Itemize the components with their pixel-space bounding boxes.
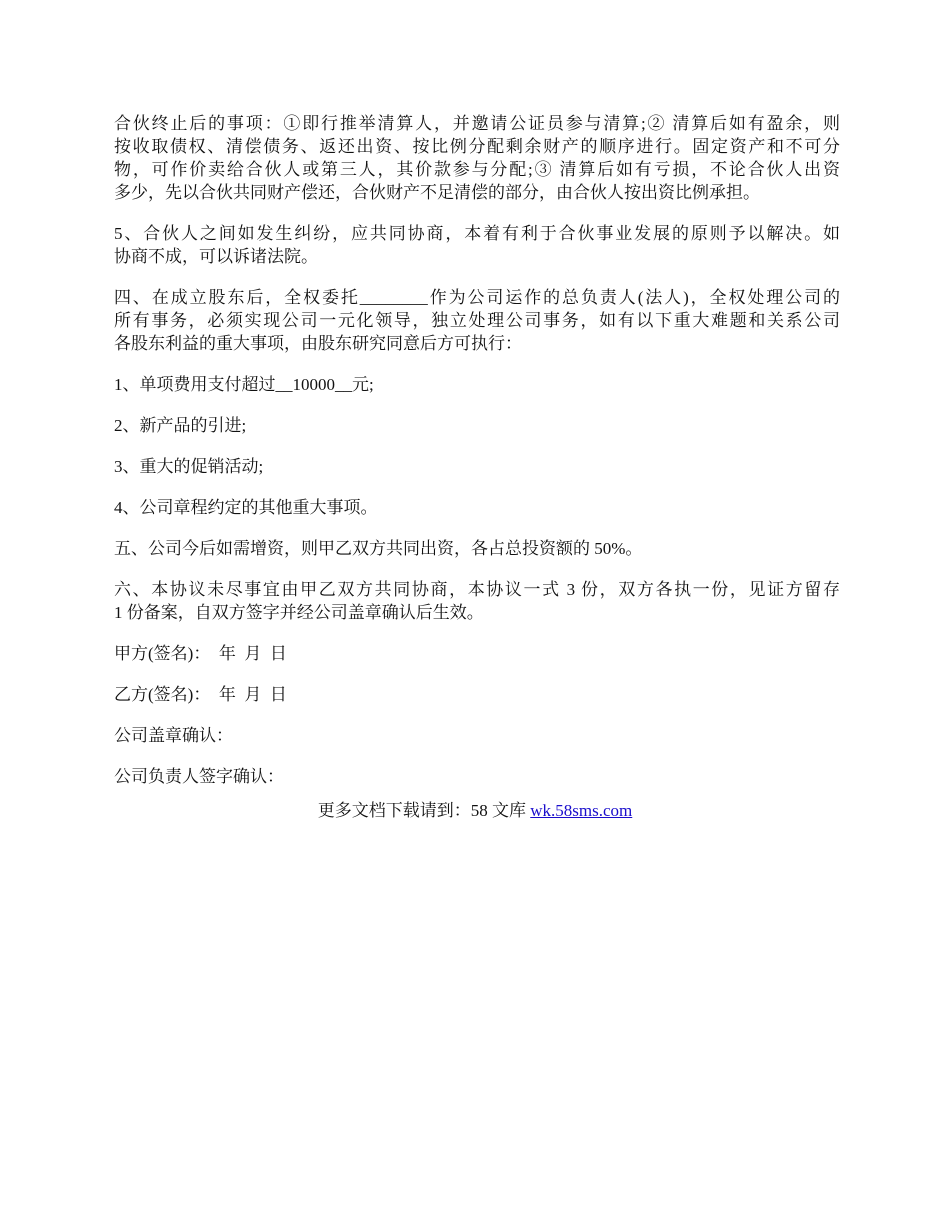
text-line: 六、本协议未尽事宜由甲乙双方共同协商，本协议一式 3 份，双方各执一份，见证方留存 xyxy=(114,580,840,599)
text-line: 协商不成，可以诉诸法院。 xyxy=(114,247,318,266)
signature-party-b: 乙方(签名)： 年 月 日 xyxy=(114,685,287,704)
text-line: 物，可作价卖给合伙人或第三人，其价款参与分配;③ 清算后如有亏损，不论合伙人出资 xyxy=(114,160,840,179)
company-head-signature: 公司负责人签字确认： xyxy=(114,767,284,786)
text-line: 5、合伙人之间如发生纠纷，应共同协商，本着有利于合伙事业发展的原则予以解决。如 xyxy=(114,224,840,243)
footer-link[interactable]: wk.58sms.com xyxy=(530,801,633,820)
list-item-new-products: 2、新产品的引进; xyxy=(114,416,247,435)
text-line: 四、在成立股东后，全权委托________作为公司运作的总负责人(法人)，全权处理公司的 xyxy=(114,288,840,307)
text-line: 1 份备案，自双方签字并经公司盖章确认后生效。 xyxy=(114,603,484,622)
footer-download-note xyxy=(0,799,950,822)
list-item-other-matters: 4、公司章程约定的其他重大事项。 xyxy=(114,498,378,517)
paragraph-article-six xyxy=(114,578,840,624)
document-body xyxy=(114,112,840,806)
footer-prefix: 更多文档下载请到：58 文库 xyxy=(317,801,531,820)
signature-party-a: 甲方(签名)： 年 月 日 xyxy=(114,644,287,663)
paragraph-dissolution-matters xyxy=(114,112,840,204)
text-line: 所有事务，必须实现公司一元化领导，独立处理公司事务，如有以下重大难题和关系公司 xyxy=(114,311,840,330)
text-line: 多少，先以合伙共同财产偿还，合伙财产不足清偿的部分，由合伙人按出资比例承担。 xyxy=(114,183,760,202)
text-line: 各股东利益的重大事项，由股东研究同意后方可执行： xyxy=(114,334,522,353)
paragraph-article-four xyxy=(114,286,840,355)
text-line: 合伙终止后的事项：①即行推举清算人，并邀请公证员参与清算;② 清算后如有盈余，则 xyxy=(114,114,840,133)
paragraph-dispute-resolution xyxy=(114,222,840,268)
text-line: 按收取债权、清偿债务、返还出资、按比例分配剩余财产的顺序进行。固定资产和不可分 xyxy=(114,137,840,156)
paragraph-article-five: 五、公司今后如需增资，则甲乙双方共同出资，各占总投资额的 50%。 xyxy=(114,539,643,558)
list-item-expense-limit: 1、单项费用支付超过__10000__元; xyxy=(114,375,374,394)
company-seal-confirmation: 公司盖章确认： xyxy=(114,726,233,745)
list-item-promotions: 3、重大的促销活动; xyxy=(114,457,264,476)
